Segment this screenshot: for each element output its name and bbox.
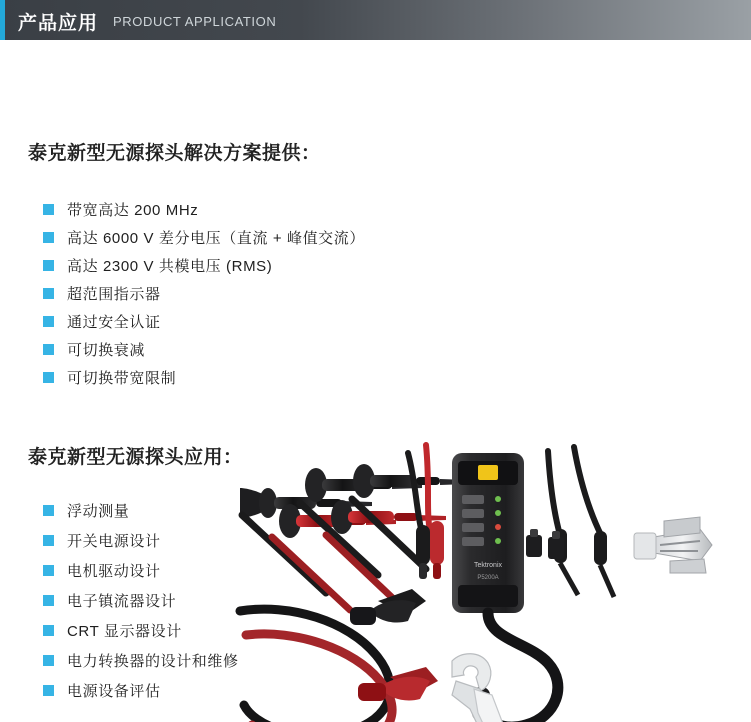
list-item — [43, 585, 239, 615]
square-bullet-icon — [43, 204, 54, 215]
accessory-slim-probes — [548, 447, 614, 597]
square-bullet-icon — [43, 316, 54, 327]
list-item-label: 电源设备评估 — [67, 682, 161, 700]
list-item-label: 开关电源设计 — [67, 532, 161, 550]
accessory-grey-clamp — [634, 517, 712, 573]
square-bullet-icon — [43, 232, 54, 243]
list-item-label: 电力转换器的设计和维修 — [67, 652, 239, 670]
list-item-label: 电子镇流器设计 — [67, 592, 177, 610]
list-item — [43, 645, 239, 675]
list-item — [43, 223, 365, 251]
list-item — [43, 675, 239, 705]
list-item-label: 电机驱动设计 — [67, 562, 161, 580]
list-item-label: 通过安全认证 — [67, 313, 161, 331]
banner-title-cn: 产品应用 — [18, 13, 99, 34]
probe-model-text: P5200A — [477, 575, 499, 581]
list-item-label: 可切换带宽限制 — [67, 369, 177, 387]
square-bullet-icon — [43, 288, 54, 299]
list-item — [43, 363, 365, 391]
square-bullet-icon — [43, 625, 54, 636]
list-item — [43, 335, 365, 363]
list-item — [43, 307, 365, 335]
banner-title-en: PRODUCT APPLICATION — [113, 14, 277, 29]
application-list — [43, 495, 239, 705]
square-bullet-icon — [43, 505, 54, 516]
list-item-label: CRT 显示器设计 — [67, 622, 182, 640]
list-item — [43, 555, 239, 585]
list-item — [43, 195, 365, 223]
section-heading-solution: 泰克新型无源探头解决方案提供： — [28, 143, 321, 164]
section-heading-applications: 泰克新型无源探头应用： — [28, 447, 243, 468]
square-bullet-icon — [43, 535, 54, 546]
list-item — [43, 495, 239, 525]
list-item-label: 超范围指示器 — [67, 285, 161, 303]
accessory-test-leads — [240, 589, 438, 722]
list-item — [43, 279, 365, 307]
square-bullet-icon — [43, 595, 54, 606]
list-item-label: 高达 2300 V 共模电压 (RMS) — [67, 257, 273, 275]
feature-list — [43, 195, 365, 391]
list-item-label: 浮动测量 — [67, 502, 130, 520]
square-bullet-icon — [43, 372, 54, 383]
square-bullet-icon — [43, 344, 54, 355]
product-photo-probe-kit — [230, 425, 750, 722]
list-item-label: 高达 6000 V 差分电压（直流 + 峰值交流） — [67, 229, 365, 247]
probe-brand-text: Tektronix — [473, 562, 503, 569]
list-item-label: 可切换衰减 — [67, 341, 146, 359]
list-item — [43, 615, 239, 645]
accessory-hook-clip — [452, 654, 510, 722]
banner-accent-bar — [0, 0, 5, 40]
square-bullet-icon — [43, 260, 54, 271]
list-item-label: 带宽高达 200 MHz — [67, 201, 199, 219]
page-header-banner — [0, 0, 751, 40]
accessory-connector-blocks — [526, 529, 564, 559]
square-bullet-icon — [43, 685, 54, 696]
list-item — [43, 525, 239, 555]
list-item — [43, 251, 365, 279]
square-bullet-icon — [43, 565, 54, 576]
square-bullet-icon — [43, 655, 54, 666]
